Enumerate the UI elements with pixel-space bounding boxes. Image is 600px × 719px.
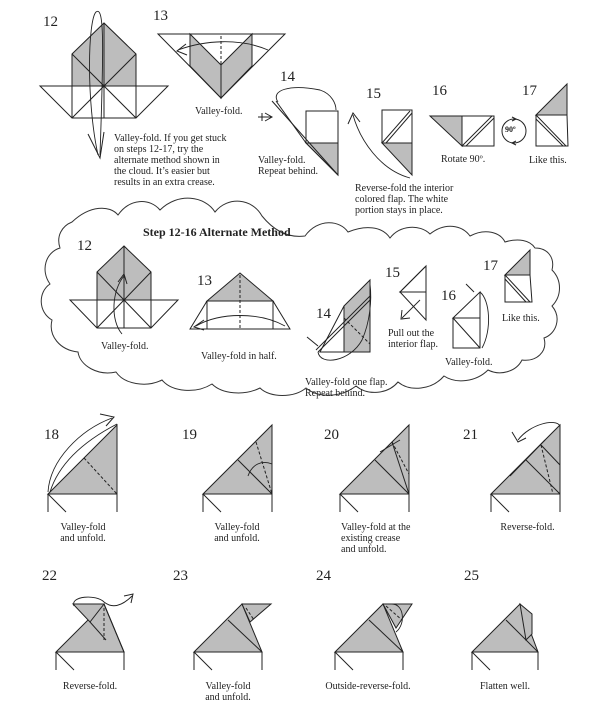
step-number: 16 <box>432 83 447 99</box>
step-caption: Reverse-fold the interior colored flap. The white portion stays in place. <box>355 183 454 216</box>
step-caption: Reverse-fold. <box>62 681 118 692</box>
step-caption: Valley-fold one flap. Repeat behind. <box>305 377 388 399</box>
step-caption: Valley-fold and unfold. <box>205 681 251 703</box>
step-number: 17 <box>483 258 498 274</box>
step-caption: Rotate 90º. <box>441 154 486 165</box>
diagram-alt-step-17 <box>505 250 532 302</box>
diagram-step-21 <box>491 422 560 512</box>
step-caption: Flatten well. <box>480 681 530 692</box>
step-caption: Reverse-fold. <box>500 522 555 533</box>
step-number: 23 <box>173 568 188 584</box>
step-number: 20 <box>324 427 339 443</box>
diagram-step-19 <box>203 425 272 512</box>
step-caption: Valley-fold. <box>445 357 493 368</box>
step-number: 21 <box>463 427 478 443</box>
step-number: 12 <box>43 14 58 30</box>
step-number: 17 <box>522 83 537 99</box>
diagram-step-15 <box>348 110 412 178</box>
diagram-alt-step-15 <box>400 266 426 320</box>
step-number: 22 <box>42 568 57 584</box>
step-number: 14 <box>316 306 331 322</box>
step-number: 14 <box>280 69 295 85</box>
diagram-alt-step-16 <box>453 284 489 348</box>
step-number: 25 <box>464 568 479 584</box>
step-caption: Valley-fold. If you get stuck on steps 12-17, try the alternate method shown in the cloud. It’s easier but results in an extra crease. <box>114 133 227 188</box>
diagram-step-24 <box>335 604 412 670</box>
step-caption: Valley-fold. Repeat behind. <box>258 155 318 177</box>
step-caption: Outside-reverse-fold. <box>325 681 411 692</box>
step-caption: Valley-fold in half. <box>201 351 277 362</box>
step-number: 24 <box>316 568 331 584</box>
step-number: 16 <box>441 288 456 304</box>
diagram-step-17 <box>536 84 568 146</box>
step-caption: Valley-fold. <box>101 341 149 352</box>
rotate-90-badge: 90º <box>505 125 516 134</box>
step-caption: Valley-fold and unfold. <box>214 522 260 544</box>
step-caption: Like this. <box>502 313 540 324</box>
diagram-step-25 <box>472 604 538 670</box>
step-caption: Valley-fold at the existing crease and unfold. <box>341 522 411 555</box>
alternate-method-title: Step 12-16 Alternate Method <box>143 225 291 239</box>
step-number: 15 <box>385 265 400 281</box>
step-caption: Pull out the interior flap. <box>388 328 438 350</box>
step-number: 13 <box>197 273 212 289</box>
step-number: 12 <box>77 238 92 254</box>
step-caption: Valley-fold and unfold. <box>60 522 106 544</box>
step-number: 13 <box>153 8 168 24</box>
step-number: 15 <box>366 86 381 102</box>
diagram-step-13 <box>158 34 285 98</box>
step-number: 18 <box>44 427 59 443</box>
step-number: 19 <box>182 427 197 443</box>
step-caption: Like this. <box>529 155 567 166</box>
diagram-step-20 <box>340 425 409 512</box>
step-caption: Valley-fold. <box>195 106 243 117</box>
diagram-alt-step-12 <box>70 246 178 334</box>
diagram-step-23 <box>194 604 271 670</box>
diagram-step-22 <box>56 594 133 670</box>
